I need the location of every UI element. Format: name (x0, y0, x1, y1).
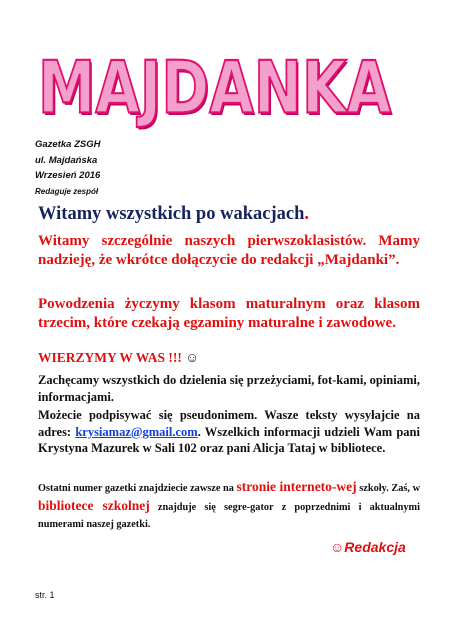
greeting-text: Witamy wszystkich po wakacjach (38, 204, 305, 224)
library-link[interactable]: bibliotece szkolnej (38, 498, 150, 513)
publication-date: Wrzesień 2016 (35, 170, 101, 181)
believe-line (38, 350, 420, 366)
newsletter-title: MAJDANKA (38, 45, 392, 130)
binder-text: znajduje się segre-gator z poprzednimi i aktualnymi numerami naszej gazetki. (38, 502, 420, 530)
publication-name: Gazetka ZSGH (35, 139, 101, 150)
welcome-paragraph: Witamy szczególnie naszych pierwszoklasistów. Mamy nadzieję, że wkrótce dołączycie do redakcji „Majdanki”. (38, 233, 420, 268)
greeting-period: . (304, 204, 309, 224)
info-text: . Wszelkich informacji udzieli Wam pani Krystyna Mazurek w Sali 102 oraz pani Alicja Tataj w bibliotece. (38, 424, 420, 455)
pseudonym-text: Możecie podpisywać się pseudonimem. Wasze teksty wysyłajcie na adres: (38, 408, 420, 439)
wishes-paragraph: Powodzenia życzymy klasom maturalnym oraz klasom trzecim, które czekają egzaminy maturalne i zawodowe. (38, 296, 420, 331)
greeting-heading (38, 204, 420, 225)
archive-paragraph (38, 478, 420, 533)
believe-text: WIERZYMY W WAS !!! (38, 350, 182, 365)
contact-paragraph (38, 407, 420, 457)
publication-address: ul. Majdańska (35, 155, 98, 166)
page-number: str. 1 (35, 590, 55, 600)
smiley-icon: ☺ (185, 350, 200, 365)
email-link[interactable]: krysiamaz@gmail.com (75, 424, 198, 439)
last-issue-text: Ostatni numer gazetki znajdziecie zawsze na (38, 483, 234, 494)
encourage-paragraph: Zachęcamy wszystkich do dzielenia się przeżyciami, fot-kami, opiniami, informacjami. (38, 373, 420, 404)
editor-note: Redaguje zespół (35, 187, 99, 196)
w-text: w (412, 483, 421, 494)
school-text: szkoły. Zaś, (359, 483, 410, 494)
editorial-signature: ☺Redakcja (330, 539, 406, 555)
website-link[interactable]: stronie interneto-wej (236, 479, 357, 494)
